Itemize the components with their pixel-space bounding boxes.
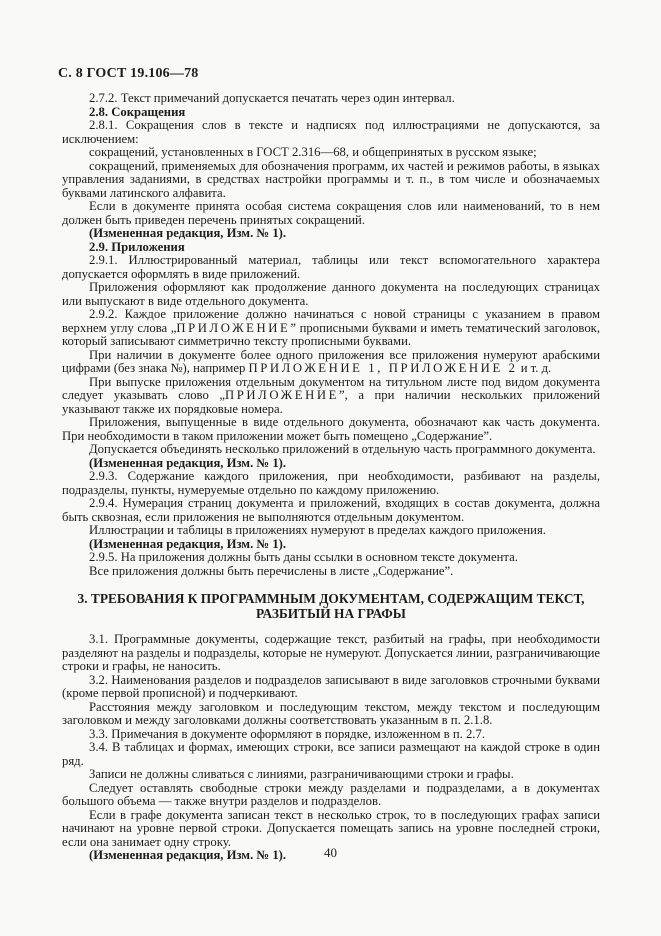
text-run: (Измененная редакция, Изм. № 1). bbox=[89, 226, 287, 240]
text-run: 2.9.5. На приложения должны быть даны ссылки в основном тексте документа. bbox=[89, 550, 518, 564]
paragraph bbox=[62, 146, 600, 160]
paragraph bbox=[62, 241, 600, 255]
text-run: (Измененная редакция, Изм. № 1). bbox=[89, 536, 287, 551]
section-3-text bbox=[62, 633, 600, 863]
text-run: Все приложения должны быть перечислены в листе „Содержание”. bbox=[89, 563, 454, 578]
text-run: 2.9.1. Иллюстрированный материал, таблицы или текст вспомогательного характера допускается оформлять в виде приложений. bbox=[62, 253, 600, 281]
paragraph bbox=[62, 551, 600, 565]
letterspaced-term: ПРИЛОЖЕНИЕ bbox=[176, 320, 291, 335]
paragraph bbox=[62, 281, 600, 308]
paragraph bbox=[62, 674, 600, 701]
text-run: Приложения оформляют как продолжение данного документа на последующих страницах или выпускают в виде отдельного документа. bbox=[62, 280, 600, 308]
text-run: 3.4. В таблицах и формах, имеющих строки, все записи размещают на каждой строке в один ряд. bbox=[62, 740, 600, 768]
heading-line: 3. ТРЕБОВАНИЯ К ПРОГРАММНЫМ ДОКУМЕНТАМ, СОДЕРЖАЩИМ ТЕКСТ, bbox=[77, 591, 585, 606]
text-run: (Измененная редакция, Изм. № 1). bbox=[89, 455, 287, 470]
paragraph bbox=[62, 443, 600, 457]
text-run: Если в графе документа записан текст в несколько строк, то в последующих графах записи начинают на уровне первой строки. Допускается помещать запись на уровне последней строки, если она занимает одну строку. bbox=[62, 807, 600, 849]
text-run: При наличии в документе более одного приложения все приложения нумеруют арабскими цифрами (без знака №), например bbox=[62, 347, 600, 375]
paragraph bbox=[62, 701, 600, 728]
page-header: С. 8 ГОСТ 19.106—78 bbox=[58, 66, 199, 81]
paragraph bbox=[62, 254, 600, 281]
text-run: 3.2. Наименования разделов и подразделов записывают в виде заголовков строчными буквами (кроме первой прописной) и подчеркивают. bbox=[62, 672, 600, 700]
text-run: 2.9.4. Нумерация страниц документа и приложений, входящих в состав документа, должна быть сквозная, если приложения не выполняются отдельным документом. bbox=[62, 496, 600, 524]
paragraph bbox=[62, 565, 600, 579]
text-run: 2.9.3. Содержание каждого приложения, при необходимости, разбивают на разделы, подразделы, пункты, нумеруемые отдельно по каждому приложению. bbox=[62, 469, 600, 497]
text-run: 3.1. Программные документы, содержащие текст, разбитый на графы, при необходимости разделяют на разделы и подразделы, которые не нумеруют. Допускается линии, разграничивающие строки и графы, не наносить. bbox=[62, 632, 601, 673]
letterspaced-term: ПРИЛОЖЕНИЕ 1, ПРИЛОЖЕНИЕ 2 bbox=[248, 361, 518, 375]
paragraph bbox=[62, 728, 600, 742]
paragraph bbox=[62, 768, 600, 782]
text-run: сокращений, установленных в ГОСТ 2.316—68, и общепринятых в русском языке; bbox=[89, 145, 537, 159]
paragraph bbox=[62, 349, 600, 376]
paragraph bbox=[62, 106, 600, 120]
text-run: 2.8. Сокращения bbox=[89, 104, 186, 119]
paragraph bbox=[62, 227, 600, 241]
text-run: Записи не должны сливаться с линиями, разграничивающими строки и графы. bbox=[89, 767, 514, 781]
letterspaced-term: ПРИЛОЖЕНИЕ bbox=[224, 388, 339, 402]
text-run: сокращений, применяемых для обозначения программ, их частей и режимов работы, в языках управления заданиями, в средствах настройки программы и т. п., в том числе и обозначаемых буквами латинского алфавита. bbox=[62, 158, 600, 200]
paragraph bbox=[62, 160, 600, 201]
text-run: При выпуске приложения отдельным документом на титульном листе под видом документа следует указывать слово „ bbox=[62, 374, 600, 402]
section-3-heading bbox=[62, 591, 600, 621]
paragraph bbox=[62, 470, 600, 497]
section-2-text bbox=[62, 92, 600, 578]
text-run: Если в документе принята особая система сокращения слов или наименований, то в нем должен быть приведен перечень принятых сокращений. bbox=[62, 199, 600, 227]
text-run: 3.3. Примечания в документе оформляют в порядке, изложенном в п. 2.7. bbox=[89, 726, 485, 741]
text-run: 2.7.2. Текст примечаний допускается печатать через один интервал. bbox=[89, 91, 455, 105]
text-run: Расстояния между заголовком и последующим текстом, между текстом и последующим заголовком и между заголовками должны соответствовать указанным в п. 2.1.8. bbox=[62, 699, 600, 727]
text-run: ” прописными буквами и иметь тематический заголовок, который записывают симметрично тексту прописными буквами. bbox=[62, 320, 600, 348]
text-run: Приложения, выпущенные в виде отдельного документа, обозначают как часть документа. При необходимости в таком приложении может быть помещено „Содержание”. bbox=[62, 415, 600, 443]
text-run: (Измененная редакция, Изм. № 1). bbox=[89, 848, 287, 862]
paragraph bbox=[62, 308, 600, 349]
text-run: ”, а при наличии нескольких приложений указывают также их порядковые номера. bbox=[62, 388, 600, 416]
paragraph bbox=[62, 782, 600, 809]
paragraph bbox=[62, 524, 600, 538]
paragraph bbox=[62, 200, 600, 227]
text-run: 2.8.1. Сокращения слов в тексте и надписях под иллюстрациями не допускаются, за исключением: bbox=[62, 118, 600, 146]
text-run: Следует оставлять свободные строки между разделами и подразделами, а в документах большого объема — также внутри разделов и подразделов. bbox=[62, 780, 600, 808]
paragraph bbox=[62, 809, 600, 850]
paragraph bbox=[62, 376, 600, 417]
paragraph bbox=[62, 416, 600, 443]
document-body bbox=[62, 92, 600, 863]
paragraph bbox=[62, 741, 600, 768]
paragraph bbox=[62, 119, 600, 146]
paragraph bbox=[62, 497, 600, 524]
paragraph bbox=[62, 92, 600, 106]
heading-line: РАЗБИТЫЙ НА ГРАФЫ bbox=[256, 606, 406, 621]
text-run: 2.9.2. Каждое приложение должно начинаться с новой страницы с указанием в правом верхнем углу слова „ bbox=[62, 307, 600, 335]
text-run: Иллюстрации и таблицы в приложениях нумеруют в пределах каждого приложения. bbox=[89, 523, 546, 537]
paragraph bbox=[62, 538, 600, 552]
text-run: Допускается объединять несколько приложений в отдельную часть программного документа. bbox=[89, 442, 596, 456]
text-run: 2.9. Приложения bbox=[89, 239, 185, 254]
text-run: и т. д. bbox=[517, 361, 552, 375]
paragraph bbox=[62, 633, 600, 674]
page-number: 40 bbox=[324, 845, 337, 860]
paragraph bbox=[62, 457, 600, 471]
